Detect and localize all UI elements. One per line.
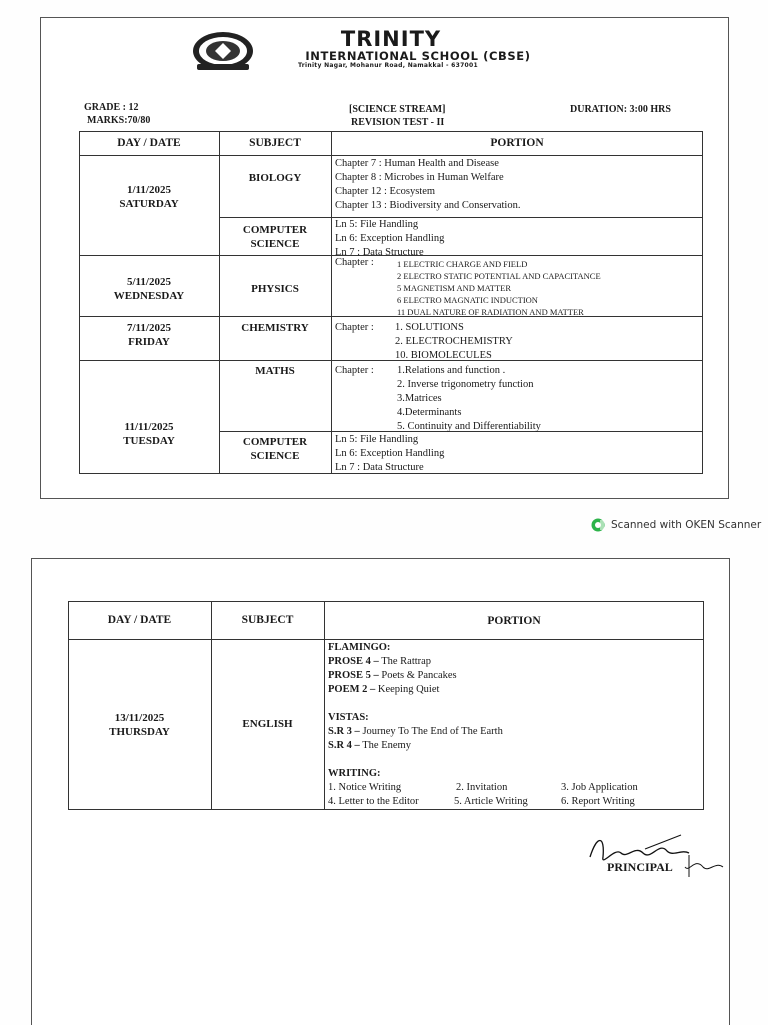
writing-item: 5. Article Writing — [454, 796, 528, 807]
timetable-page-2 — [31, 558, 730, 1025]
row-portion-label: Chapter : — [335, 365, 374, 376]
row-portion — [328, 641, 503, 781]
header-portion: PORTION — [487, 615, 541, 627]
row-portion-label: Chapter : — [335, 257, 374, 268]
row-date: 11/11/2025 TUESDAY — [123, 421, 175, 447]
principal-label: PRINCIPAL — [607, 860, 673, 874]
writing-item: 4. Letter to the Editor — [328, 796, 419, 807]
scanner-app-icon — [591, 518, 605, 532]
flamingo-item: PROSE 4 – The Rattrap — [328, 656, 432, 667]
writing-heading: WRITING: — [328, 768, 381, 779]
row-date: 7/11/2025 FRIDAY — [126, 322, 171, 348]
school-logo — [191, 30, 255, 72]
row-date: 5/11/2025 WEDNESDAY — [113, 276, 185, 302]
header-day-date: DAY / DATE — [107, 614, 172, 626]
row-subject: ENGLISH — [242, 718, 293, 730]
principal-signature — [585, 827, 725, 887]
row-portion: 1. SOLUTIONS 2. ELECTROCHEMISTRY 10. BIOMOLECULES — [395, 322, 513, 361]
test-label: REVISION TEST - II — [351, 117, 445, 128]
writing-item: 6. Report Writing — [561, 796, 635, 807]
row-subject: COMPUTER SCIENCE — [242, 224, 308, 250]
timetable-table — [79, 131, 703, 473]
row-subject: COMPUTER SCIENCE — [242, 436, 308, 462]
vistas-item: S.R 4 – The Enemy — [328, 740, 411, 751]
grade-label: GRADE : 12 — [84, 102, 139, 113]
row-portion-label: Chapter : — [335, 322, 374, 333]
vistas-item: S.R 3 – Journey To The End of The Earth — [328, 726, 503, 737]
scanner-watermark — [591, 518, 761, 532]
school-address: Trinity Nagar, Mohanur Road, Namakkal - 637001 — [298, 62, 478, 69]
flamingo-item: PROSE 5 – Poets & Pancakes — [328, 670, 457, 681]
row-portion: Ln 5: File Handling Ln 6: Exception Handling Ln 7 : Data Structure — [335, 219, 445, 258]
scanner-label: Scanned with OKEN Scanner — [611, 519, 762, 531]
row-subject: BIOLOGY — [248, 172, 302, 184]
vistas-heading: VISTAS: — [328, 712, 369, 723]
row-portion: Chapter 7 : Human Health and Disease Chapter 8 : Microbes in Human Welfare Chapter 12 : Ecosystem Chapter 13 : Biodiversity and Conservation. — [335, 158, 521, 211]
row-date: 13/11/2025 THURSDAY — [109, 712, 170, 738]
timetable-page-1 — [40, 17, 729, 499]
timetable-table — [68, 601, 704, 809]
flamingo-item: POEM 2 – Keeping Quiet — [328, 684, 440, 695]
stream-label: [SCIENCE STREAM] — [349, 104, 446, 115]
flamingo-heading: FLAMINGO: — [328, 642, 391, 653]
header-portion: PORTION — [490, 137, 544, 149]
row-date: 1/11/2025 SATURDAY — [119, 184, 179, 210]
row-subject: PHYSICS — [251, 283, 299, 295]
row-portion: Ln 5: File Handling Ln 6: Exception Handling Ln 7 : Data Structure — [335, 434, 445, 473]
school-name: TRINITY — [340, 27, 442, 51]
writing-item: 2. Invitation — [456, 782, 508, 793]
writing-item: 3. Job Application — [561, 782, 638, 793]
duration-label: DURATION: 3:00 HRS — [570, 104, 671, 115]
row-subject: CHEMISTRY — [241, 322, 309, 334]
row-subject: MATHS — [255, 365, 295, 377]
row-portion: 1.Relations and function . 2. Inverse trigonometry function 3.Matrices 4.Determinants 5. Continuity and Differentiability — [397, 365, 541, 432]
header-subject: SUBJECT — [241, 614, 294, 626]
row-portion: 1 ELECTRIC CHARGE AND FIELD 2 ELECTRO STATIC POTENTIAL AND CAPACITANCE 5 MAGNETISM AND MATTER 6 ELECTRO MAGNATIC INDUCTION 11 DUAL NATURE OF RADIATION AND MATTER — [397, 259, 601, 317]
header-day-date: DAY / DATE — [117, 137, 181, 149]
writing-item: 1. Notice Writing — [328, 782, 402, 793]
marks-label: MARKS:70/80 — [87, 115, 151, 126]
school-subtitle: INTERNATIONAL SCHOOL (CBSE) — [305, 49, 531, 63]
header-subject: SUBJECT — [249, 137, 301, 149]
